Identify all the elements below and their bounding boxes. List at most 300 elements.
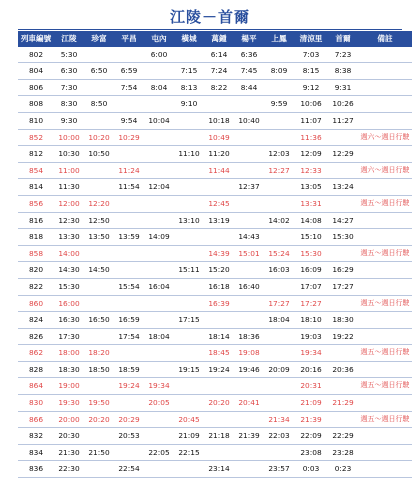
table-row <box>18 245 412 262</box>
time-cell: 12:03 <box>264 146 294 163</box>
time-cell: 21:29 <box>328 395 358 412</box>
time-cell: 9:59 <box>264 96 294 113</box>
train-number-cell: 826 <box>18 328 54 345</box>
time-cell <box>144 361 174 378</box>
time-cell <box>84 162 114 179</box>
time-cell <box>264 395 294 412</box>
time-cell: 11:20 <box>204 146 234 163</box>
time-cell: 19:46 <box>234 361 264 378</box>
time-cell: 17:27 <box>328 278 358 295</box>
time-cell: 6:59 <box>114 63 144 80</box>
note-cell <box>358 212 412 229</box>
table-row <box>18 361 412 378</box>
time-cell: 18:50 <box>84 361 114 378</box>
header-cell: 平昌 <box>114 31 144 47</box>
time-cell <box>114 146 144 163</box>
time-cell: 19:24 <box>114 378 144 395</box>
header-cell: 上鳳 <box>264 31 294 47</box>
table-row <box>18 295 412 312</box>
time-cell: 8:04 <box>144 79 174 96</box>
time-cell <box>114 295 144 312</box>
note-cell <box>358 146 412 163</box>
time-cell: 9:31 <box>328 79 358 96</box>
train-number-cell: 852 <box>18 129 54 146</box>
time-cell: 10:18 <box>204 112 234 129</box>
time-cell: 11:54 <box>114 179 144 196</box>
time-cell <box>174 278 204 295</box>
table-row <box>18 112 412 129</box>
train-number-cell: 856 <box>18 195 54 212</box>
time-cell <box>144 63 174 80</box>
time-cell <box>204 312 234 329</box>
note-cell <box>358 361 412 378</box>
note-cell <box>358 278 412 295</box>
time-cell: 10:04 <box>144 112 174 129</box>
table-row <box>18 345 412 362</box>
time-cell <box>174 195 204 212</box>
time-cell: 17:15 <box>174 312 204 329</box>
time-cell <box>234 444 264 461</box>
time-cell: 7:03 <box>294 47 328 63</box>
table-row <box>18 328 412 345</box>
time-cell: 15:20 <box>204 262 234 279</box>
time-cell <box>328 411 358 428</box>
time-cell: 12:00 <box>54 195 84 212</box>
time-cell <box>328 378 358 395</box>
time-cell: 15:10 <box>294 229 328 246</box>
time-cell: 12:04 <box>144 179 174 196</box>
note-cell <box>358 428 412 445</box>
table-row <box>18 96 412 113</box>
time-cell: 21:39 <box>294 411 328 428</box>
time-cell: 22:09 <box>294 428 328 445</box>
time-cell: 11:36 <box>294 129 328 146</box>
time-cell <box>144 428 174 445</box>
time-cell: 22:05 <box>144 444 174 461</box>
time-cell <box>84 47 114 63</box>
time-cell <box>234 96 264 113</box>
timetable <box>18 31 412 478</box>
time-cell <box>264 47 294 63</box>
time-cell: 16:39 <box>204 295 234 312</box>
time-cell: 11:30 <box>54 179 84 196</box>
time-cell <box>114 47 144 63</box>
time-cell <box>174 162 204 179</box>
note-cell: 週五～週日行駛 <box>358 245 412 262</box>
table-row <box>18 428 412 445</box>
time-cell <box>264 112 294 129</box>
time-cell <box>114 245 144 262</box>
time-cell <box>174 378 204 395</box>
table-row <box>18 444 412 461</box>
time-cell <box>114 195 144 212</box>
time-cell: 6:14 <box>204 47 234 63</box>
note-cell <box>358 328 412 345</box>
time-cell <box>144 96 174 113</box>
header-cell: 清涼里 <box>294 31 328 47</box>
note-cell <box>358 63 412 80</box>
time-cell: 16:09 <box>294 262 328 279</box>
time-cell: 19:30 <box>54 395 84 412</box>
time-cell: 16:00 <box>54 295 84 312</box>
time-cell: 23:57 <box>264 461 294 478</box>
time-cell <box>84 245 114 262</box>
time-cell: 15:30 <box>328 229 358 246</box>
time-cell: 7:30 <box>54 79 84 96</box>
time-cell: 11:07 <box>294 112 328 129</box>
time-cell: 23:28 <box>328 444 358 461</box>
time-cell: 12:29 <box>328 146 358 163</box>
time-cell <box>114 444 144 461</box>
timetable-body <box>18 47 412 478</box>
time-cell: 14:43 <box>234 229 264 246</box>
time-cell <box>264 345 294 362</box>
header-cell: 珍富 <box>84 31 114 47</box>
time-cell <box>84 179 114 196</box>
time-cell: 7:23 <box>328 47 358 63</box>
time-cell: 21:39 <box>234 428 264 445</box>
time-cell: 20:53 <box>114 428 144 445</box>
header-cell: 屯內 <box>144 31 174 47</box>
time-cell: 12:37 <box>234 179 264 196</box>
time-cell: 11:44 <box>204 162 234 179</box>
time-cell: 14:09 <box>144 229 174 246</box>
train-number-cell: 834 <box>18 444 54 461</box>
time-cell <box>204 179 234 196</box>
time-cell: 12:30 <box>54 212 84 229</box>
time-cell <box>234 162 264 179</box>
time-cell <box>234 461 264 478</box>
train-number-cell: 822 <box>18 278 54 295</box>
time-cell: 13:59 <box>114 229 144 246</box>
table-row <box>18 162 412 179</box>
time-cell <box>264 79 294 96</box>
time-cell: 18:30 <box>54 361 84 378</box>
time-cell: 12:33 <box>294 162 328 179</box>
time-cell <box>144 461 174 478</box>
time-cell: 13:10 <box>174 212 204 229</box>
table-row <box>18 461 412 478</box>
time-cell: 23:14 <box>204 461 234 478</box>
time-cell: 23:08 <box>294 444 328 461</box>
table-row <box>18 79 412 96</box>
time-cell: 7:45 <box>234 63 264 80</box>
time-cell: 19:00 <box>54 378 84 395</box>
time-cell: 19:22 <box>328 328 358 345</box>
time-cell: 14:39 <box>204 245 234 262</box>
time-cell: 19:34 <box>144 378 174 395</box>
time-cell: 15:01 <box>234 245 264 262</box>
time-cell <box>204 96 234 113</box>
header-cell: 列車編號 <box>18 31 54 47</box>
time-cell: 10:29 <box>114 129 144 146</box>
time-cell <box>234 146 264 163</box>
time-cell: 17:54 <box>114 328 144 345</box>
table-row <box>18 262 412 279</box>
time-cell: 9:54 <box>114 112 144 129</box>
time-cell: 10:06 <box>294 96 328 113</box>
title-divider <box>18 29 402 30</box>
time-cell: 15:30 <box>54 278 84 295</box>
time-cell: 21:09 <box>294 395 328 412</box>
time-cell: 19:08 <box>234 345 264 362</box>
train-number-cell: 858 <box>18 245 54 262</box>
time-cell: 17:07 <box>294 278 328 295</box>
time-cell: 18:04 <box>264 312 294 329</box>
table-row <box>18 179 412 196</box>
note-cell <box>358 229 412 246</box>
note-cell <box>358 395 412 412</box>
table-row <box>18 229 412 246</box>
train-number-cell: 832 <box>18 428 54 445</box>
time-cell: 12:27 <box>264 162 294 179</box>
time-cell <box>144 345 174 362</box>
time-cell: 8:09 <box>264 63 294 80</box>
table-row <box>18 278 412 295</box>
time-cell: 18:45 <box>204 345 234 362</box>
time-cell <box>144 162 174 179</box>
time-cell <box>328 195 358 212</box>
train-number-cell: 864 <box>18 378 54 395</box>
time-cell: 13:05 <box>294 179 328 196</box>
note-cell <box>358 79 412 96</box>
time-cell: 16:03 <box>264 262 294 279</box>
time-cell <box>204 229 234 246</box>
time-cell <box>328 295 358 312</box>
time-cell <box>174 47 204 63</box>
time-cell: 19:34 <box>294 345 328 362</box>
time-cell: 20:20 <box>204 395 234 412</box>
time-cell <box>84 428 114 445</box>
time-cell <box>144 245 174 262</box>
time-cell: 6:00 <box>144 47 174 63</box>
train-number-cell: 812 <box>18 146 54 163</box>
time-cell <box>114 395 144 412</box>
time-cell: 20:30 <box>54 428 84 445</box>
time-cell <box>174 461 204 478</box>
time-cell <box>114 262 144 279</box>
time-cell: 21:18 <box>204 428 234 445</box>
time-cell: 22:30 <box>54 461 84 478</box>
note-cell <box>358 96 412 113</box>
train-number-cell: 814 <box>18 179 54 196</box>
time-cell <box>174 328 204 345</box>
time-cell: 8:15 <box>294 63 328 80</box>
time-cell: 13:30 <box>54 229 84 246</box>
header-row <box>18 31 412 47</box>
time-cell <box>234 295 264 312</box>
time-cell <box>114 212 144 229</box>
time-cell <box>84 378 114 395</box>
note-cell <box>358 47 412 63</box>
time-cell: 8:22 <box>204 79 234 96</box>
time-cell: 21:34 <box>264 411 294 428</box>
time-cell <box>264 229 294 246</box>
time-cell <box>174 229 204 246</box>
time-cell <box>114 96 144 113</box>
time-cell <box>174 179 204 196</box>
time-cell: 6:36 <box>234 47 264 63</box>
time-cell: 20:16 <box>294 361 328 378</box>
note-cell: 週五～週日行駛 <box>358 411 412 428</box>
time-cell: 18:36 <box>234 328 264 345</box>
time-cell: 18:59 <box>114 361 144 378</box>
train-number-cell: 804 <box>18 63 54 80</box>
time-cell: 9:10 <box>174 96 204 113</box>
time-cell: 10:20 <box>84 129 114 146</box>
time-cell <box>328 245 358 262</box>
time-cell: 17:27 <box>294 295 328 312</box>
time-cell: 11:00 <box>54 162 84 179</box>
time-cell: 17:30 <box>54 328 84 345</box>
train-number-cell: 810 <box>18 112 54 129</box>
time-cell: 19:15 <box>174 361 204 378</box>
train-number-cell: 808 <box>18 96 54 113</box>
train-number-cell: 802 <box>18 47 54 63</box>
time-cell: 18:14 <box>204 328 234 345</box>
time-cell: 6:30 <box>54 63 84 80</box>
train-number-cell: 836 <box>18 461 54 478</box>
time-cell: 20:41 <box>234 395 264 412</box>
time-cell <box>174 112 204 129</box>
time-cell: 12:20 <box>84 195 114 212</box>
note-cell <box>358 112 412 129</box>
time-cell: 15:54 <box>114 278 144 295</box>
time-cell <box>234 212 264 229</box>
time-cell: 13:31 <box>294 195 328 212</box>
time-cell: 10:30 <box>54 146 84 163</box>
time-cell: 20:29 <box>114 411 144 428</box>
time-cell: 14:00 <box>54 245 84 262</box>
table-row <box>18 312 412 329</box>
time-cell: 10:50 <box>84 146 114 163</box>
time-cell <box>264 278 294 295</box>
time-cell: 21:30 <box>54 444 84 461</box>
time-cell: 19:03 <box>294 328 328 345</box>
time-cell: 22:15 <box>174 444 204 461</box>
header-cell: 首爾 <box>328 31 358 47</box>
time-cell <box>234 129 264 146</box>
time-cell: 16:59 <box>114 312 144 329</box>
header-cell: 江陵 <box>54 31 84 47</box>
time-cell <box>264 444 294 461</box>
time-cell: 15:11 <box>174 262 204 279</box>
table-row <box>18 146 412 163</box>
time-cell <box>328 345 358 362</box>
train-number-cell: 854 <box>18 162 54 179</box>
time-cell: 18:30 <box>328 312 358 329</box>
time-cell: 16:29 <box>328 262 358 279</box>
time-cell: 21:50 <box>84 444 114 461</box>
page-title: 江陵－首爾 <box>169 8 250 26</box>
time-cell: 12:50 <box>84 212 114 229</box>
note-cell: 週五～週日行駛 <box>358 378 412 395</box>
time-cell <box>144 312 174 329</box>
time-cell <box>144 411 174 428</box>
note-cell: 週六～週日行駛 <box>358 162 412 179</box>
header-cell: 橫城 <box>174 31 204 47</box>
time-cell <box>204 378 234 395</box>
train-number-cell: 862 <box>18 345 54 362</box>
time-cell: 18:00 <box>54 345 84 362</box>
time-cell: 10:26 <box>328 96 358 113</box>
note-cell <box>358 444 412 461</box>
time-cell: 20:00 <box>54 411 84 428</box>
time-cell: 14:02 <box>264 212 294 229</box>
table-row <box>18 395 412 412</box>
note-cell: 週五～週日行駛 <box>358 345 412 362</box>
note-cell <box>358 262 412 279</box>
note-cell: 週六～週日行駛 <box>358 129 412 146</box>
time-cell: 0:03 <box>294 461 328 478</box>
time-cell: 14:50 <box>84 262 114 279</box>
time-cell: 20:31 <box>294 378 328 395</box>
train-number-cell: 830 <box>18 395 54 412</box>
time-cell: 8:38 <box>328 63 358 80</box>
time-cell <box>144 129 174 146</box>
time-cell <box>234 378 264 395</box>
time-cell: 16:04 <box>144 278 174 295</box>
note-cell <box>358 461 412 478</box>
time-cell <box>204 444 234 461</box>
table-row <box>18 47 412 63</box>
time-cell <box>114 345 144 362</box>
time-cell <box>264 195 294 212</box>
train-number-cell: 866 <box>18 411 54 428</box>
time-cell: 12:45 <box>204 195 234 212</box>
time-cell <box>84 461 114 478</box>
table-row <box>18 195 412 212</box>
time-cell: 18:20 <box>84 345 114 362</box>
time-cell <box>144 146 174 163</box>
time-cell <box>234 411 264 428</box>
time-cell: 18:04 <box>144 328 174 345</box>
time-cell <box>84 112 114 129</box>
time-cell: 7:15 <box>174 63 204 80</box>
time-cell: 7:54 <box>114 79 144 96</box>
time-cell <box>234 312 264 329</box>
time-cell <box>144 212 174 229</box>
time-cell <box>174 245 204 262</box>
time-cell: 21:09 <box>174 428 204 445</box>
time-cell: 10:40 <box>234 112 264 129</box>
time-cell: 17:27 <box>264 295 294 312</box>
time-cell <box>328 162 358 179</box>
time-cell: 16:18 <box>204 278 234 295</box>
time-cell: 13:19 <box>204 212 234 229</box>
time-cell <box>264 129 294 146</box>
time-cell <box>328 129 358 146</box>
time-cell: 7:24 <box>204 63 234 80</box>
time-cell <box>174 129 204 146</box>
table-row <box>18 411 412 428</box>
time-cell: 15:24 <box>264 245 294 262</box>
time-cell: 6:50 <box>84 63 114 80</box>
time-cell <box>234 195 264 212</box>
time-cell: 13:24 <box>328 179 358 196</box>
time-cell: 19:24 <box>204 361 234 378</box>
time-cell: 22:54 <box>114 461 144 478</box>
time-cell: 11:24 <box>114 162 144 179</box>
time-cell: 20:36 <box>328 361 358 378</box>
time-cell: 16:30 <box>54 312 84 329</box>
time-cell: 8:30 <box>54 96 84 113</box>
time-cell: 11:27 <box>328 112 358 129</box>
table-row <box>18 212 412 229</box>
time-cell: 14:30 <box>54 262 84 279</box>
note-cell: 週五～週日行駛 <box>358 195 412 212</box>
time-cell: 16:50 <box>84 312 114 329</box>
